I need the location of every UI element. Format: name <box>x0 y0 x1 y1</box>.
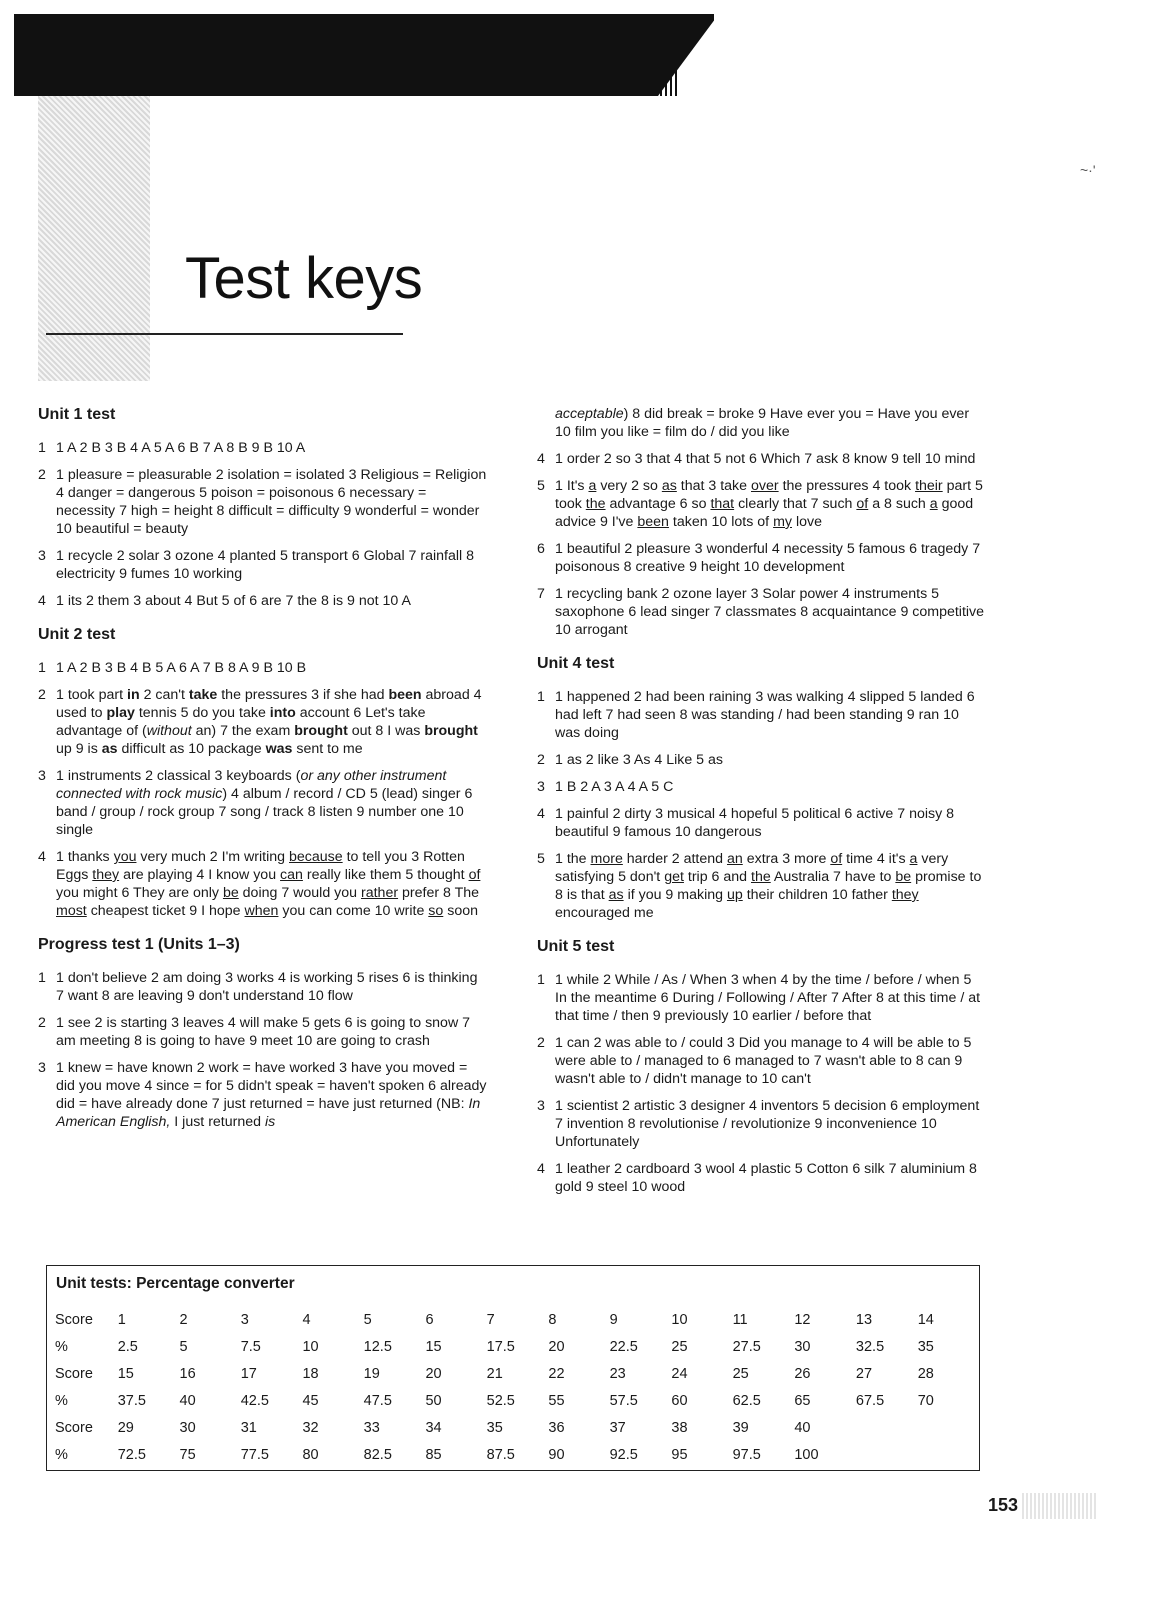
progress1-q7: 7 1 recycling bank 2 ozone layer 3 Solar power 4 instruments 5 saxophone 6 lead singer 7 classmates 8 acquaintance 9 competitive 10 arrogant <box>537 585 987 639</box>
unit4-q1: 1 1 happened 2 had been raining 3 was walking 4 slipped 5 landed 6 had left 7 had seen 8 was standing / had been standing 9 ran 10 was doing <box>537 688 987 742</box>
unit5-q2: 2 1 can 2 was able to / could 3 Did you manage to 4 will be able to 5 were able to / managed to 6 managed to 7 wasn't able to 8 can 9 wasn't able to / didn't manage to 10 can't <box>537 1034 987 1088</box>
answer-text: 1 as 2 like 3 As 4 Like 5 as <box>555 752 723 768</box>
row-label: Score <box>55 1311 93 1328</box>
unit1-q3 <box>38 547 488 583</box>
progress1-q6: 6 1 beautiful 2 pleasure 3 wonderful 4 necessity 5 famous 6 tragedy 7 poisonous 8 creative 9 height 10 development <box>537 540 987 576</box>
answer-text: 1 instruments 2 classical 3 keyboards (or any other instrument connected with rock music) 4 album / record / CD 5 (lead) singer 6 band / group / rock group 7 song / track 8 listen 9 number one 10 single <box>56 768 473 838</box>
answer-text: 1 scientist 2 artistic 3 designer 4 inventors 5 decision 6 employment 7 invention 8 revolutionise / revolutionize 9 inconvenience 10 Unfortunately <box>555 1098 980 1150</box>
table-cell: 60 <box>671 1392 688 1409</box>
answer-text: 1 can 2 was able to / could 3 Did you manage to 4 will be able to 5 were able to / managed to 6 managed to 7 wasn't able to 8 can 9 wasn't able to / didn't manage to 10 can't <box>555 1035 972 1087</box>
header-scan-noise <box>600 70 680 96</box>
table-cell: 42.5 <box>240 1392 269 1409</box>
row-label: Score <box>55 1419 93 1436</box>
table-cell: 77.5 <box>240 1446 269 1463</box>
table-cell: 17.5 <box>486 1338 515 1355</box>
unit4-q4: 4 1 painful 2 dirty 3 musical 4 hopeful 5 political 6 active 7 noisy 8 beautiful 9 famous 10 dangerous <box>537 805 987 841</box>
table-cell: 50 <box>425 1392 442 1409</box>
unit1-q4 <box>38 592 488 610</box>
answer-text: 1 knew = have known 2 work = have worked 3 have you moved = did you move 4 since = for 5 didn't speak = haven't spoken 6 already did = have already done 7 just returned = have just returned (NB: In American English, I just returned is <box>56 1060 487 1130</box>
table-cell: 19 <box>363 1365 380 1382</box>
table-cell <box>856 1441 918 1468</box>
answer-text: 1 happened 2 had been raining 3 was walking 4 slipped 5 landed 6 had left 7 had seen 8 was standing / had been standing 9 ran 10 was doing <box>555 689 975 741</box>
table-cell <box>918 1441 979 1468</box>
answer-text: 1 the more harder 2 attend an extra 3 more of time 4 it's a very satisfying 5 don't get trip 6 and the Australia 7 have to be promise to 8 is that as if you 9 making up their children 10 father they encouraged me <box>555 851 982 921</box>
table-cell: 47.5 <box>363 1392 392 1409</box>
unit2-q1: 1 1 A 2 B 3 B 4 B 5 A 6 A 7 B 8 A 9 B 10 B <box>38 659 488 677</box>
table-cell: 12 <box>794 1311 811 1328</box>
table-row <box>55 1387 979 1414</box>
table-cell: 80 <box>302 1446 319 1463</box>
table-cell: 10 <box>671 1311 688 1328</box>
table-cell: 75 <box>179 1446 196 1463</box>
table-cell: 40 <box>794 1419 811 1436</box>
table-row <box>55 1333 979 1360</box>
table-cell: 33 <box>363 1419 380 1436</box>
unit2-q3: 3 1 instruments 2 classical 3 keyboards (or any other instrument connected with rock music) 4 album / record / CD 5 (lead) singer 6 band / group / rock group 7 song / track 8 listen 9 number one 10 single <box>38 767 488 839</box>
page-title: Test keys <box>185 246 423 311</box>
table-cell: 36 <box>548 1419 565 1436</box>
table-cell: 95 <box>671 1446 688 1463</box>
percentage-converter <box>46 1265 980 1471</box>
unit4-q2: 2 1 as 2 like 3 As 4 Like 5 as <box>537 751 987 769</box>
unit5-q3: 3 1 scientist 2 artistic 3 designer 4 inventors 5 decision 6 employment 7 invention 8 revolutionise / revolutionize 9 inconvenience 10 Unfortunately <box>537 1097 987 1151</box>
table-cell: 29 <box>117 1419 134 1436</box>
table-cell: 7.5 <box>240 1338 261 1355</box>
row-label: Score <box>55 1365 93 1382</box>
table-row <box>55 1360 979 1387</box>
table-cell: 3 <box>240 1311 249 1328</box>
table-cell: 1 <box>117 1311 126 1328</box>
unit1-q2 <box>38 466 488 538</box>
progress1-q1: 1 1 don't believe 2 am doing 3 works 4 is working 5 rises 6 is thinking 7 want 8 are leaving 9 don't understand 10 flow <box>38 969 488 1005</box>
table-cell: 35 <box>486 1419 503 1436</box>
table-cell: 15 <box>117 1365 134 1382</box>
progress1-q4: 4 1 order 2 so 3 that 4 that 5 not 6 Which 7 ask 8 know 9 tell 10 mind <box>537 450 987 468</box>
table-cell: 34 <box>425 1419 442 1436</box>
table-cell: 20 <box>548 1338 565 1355</box>
table-cell: 9 <box>609 1311 618 1328</box>
table-cell: 32.5 <box>855 1338 885 1355</box>
table-cell: 2 <box>179 1311 188 1328</box>
table-cell: 23 <box>609 1365 626 1382</box>
progress1-q3-continued: acceptable) 8 did break = broke 9 Have ever you = Have you ever 10 film you like = film do / did you like <box>555 406 970 440</box>
table-cell: 8 <box>548 1311 557 1328</box>
progress1-q5: 5 1 It's a very 2 so as that 3 take over the pressures 4 took their part 5 took the advantage 6 so that clearly that 7 such of a 8 such a good advice 9 I've been taken 10 lots of my love <box>537 477 987 531</box>
table-cell: 72.5 <box>117 1446 146 1463</box>
table-cell: 32 <box>302 1419 319 1436</box>
section-heading-progress1: Progress test 1 (Units 1–3) <box>38 936 240 953</box>
table-cell: 55 <box>548 1392 565 1409</box>
answer-text: 1 took part in 2 can't take the pressures 3 if she had been abroad 4 used to play tennis 5 do you take into account 6 Let's take advantage of (without an) 7 the exam brought out 8 I was brought up 9 is as difficult as 10 package was sent to me <box>56 687 482 757</box>
table-cell: 27 <box>855 1365 873 1382</box>
unit4-q3: 3 1 B 2 A 3 A 4 A 5 C <box>537 778 987 796</box>
table-cell: 4 <box>302 1311 311 1328</box>
table-cell: 97.5 <box>732 1446 761 1463</box>
table-cell: 12.5 <box>363 1338 392 1355</box>
table-cell: 10 <box>302 1338 319 1355</box>
answer-text: 1 leather 2 cardboard 3 wool 4 plastic 5 Cotton 6 silk 7 aluminium 8 gold 9 steel 10 wood <box>555 1161 977 1195</box>
table-cell: 11 <box>732 1311 748 1328</box>
table-cell: 82.5 <box>363 1446 392 1463</box>
answer-text: 1 see 2 is starting 3 leaves 4 will make 5 gets 6 is going to snow 7 am meeting 8 is going to have 9 meet 10 are going to crash <box>56 1015 471 1049</box>
progress1-q3: 3 1 knew = have known 2 work = have worked 3 have you moved = did you move 4 since = for 5 didn't speak = haven't spoken 6 already did = have already done 7 just returned = have just returned (NB: In American English, I just returned is <box>38 1060 487 1130</box>
question-number: 2 <box>38 467 46 483</box>
answer-text: 1 beautiful 2 pleasure 3 wonderful 4 necessity 5 famous 6 tragedy 7 poisonous 8 creative 9 height 10 development <box>555 541 981 575</box>
table-cell: 24 <box>671 1365 688 1382</box>
table-cell: 27.5 <box>732 1338 761 1355</box>
answer-text: 1 pleasure = pleasurable 2 isolation = isolated 3 Religious = Religion 4 danger = dangerous 5 poison = poisonous 6 necessary = necessity 7 high = height 8 difficult = difficulty 9 wonderful = wonder 10 beautiful = beauty <box>56 467 487 537</box>
unit2-q4: 4 1 thanks you very much 2 I'm writing because to tell you 3 Rotten Eggs they are playing 4 I know you can really like them 5 thought of you might 6 They are only be doing 7 would you rather prefer 8 The most cheapest ticket 9 I hope when you can come 10 write so soon <box>38 848 488 920</box>
row-label: % <box>55 1392 68 1409</box>
title-rule <box>46 333 403 335</box>
section-heading-unit2: Unit 2 test <box>38 626 116 643</box>
question-number: 4 <box>38 593 46 609</box>
answer-text: 1 A 2 B 3 B 4 A 5 A 6 B 7 A 8 B 9 B 10 A <box>56 440 306 456</box>
progress1-q2: 2 1 see 2 is starting 3 leaves 4 will make 5 gets 6 is going to snow 7 am meeting 8 is going to have 9 meet 10 are going to crash <box>38 1014 488 1050</box>
answer-text: 1 recycle 2 solar 3 ozone 4 planted 5 transport 6 Global 7 rainfall 8 electricity 9 fumes 10 working <box>56 548 474 582</box>
table-cell <box>856 1414 918 1441</box>
table-cell: 38 <box>671 1419 688 1436</box>
side-gray-band <box>38 96 150 381</box>
answer-text: 1 painful 2 dirty 3 musical 4 hopeful 5 political 6 active 7 noisy 8 beautiful 9 famous 10 dangerous <box>555 806 955 840</box>
converter-table <box>55 1306 979 1468</box>
table-cell: 45 <box>302 1392 319 1409</box>
table-cell: 30 <box>179 1419 196 1436</box>
right-column <box>537 405 987 1205</box>
table-cell: 100 <box>794 1446 819 1463</box>
table-row <box>55 1414 979 1441</box>
table-cell: 39 <box>732 1419 749 1436</box>
section-heading-unit5: Unit 5 test <box>537 938 615 955</box>
answer-text: 1 thanks you very much 2 I'm writing because to tell you 3 Rotten Eggs they are playing 4 I know you can really like them 5 thought of you might 6 They are only be doing 7 would you rather prefer 8 The most cheapest ticket 9 I hope when you can come 10 write so soon <box>56 849 481 919</box>
page-corner-shade <box>1022 1493 1098 1519</box>
section-heading-unit4: Unit 4 test <box>537 655 615 672</box>
table-cell: 37 <box>609 1419 626 1436</box>
answer-text: 1 A 2 B 3 B 4 B 5 A 6 A 7 B 8 A 9 B 10 B <box>56 660 307 676</box>
table-cell: 16 <box>179 1365 196 1382</box>
table-row <box>55 1306 979 1333</box>
table-cell: 2.5 <box>117 1338 138 1355</box>
table-cell: 20 <box>425 1365 442 1382</box>
answer-text: 1 It's a very 2 so as that 3 take over the pressures 4 took their part 5 took the advantage 6 so that clearly that 7 such of a 8 such a good advice 9 I've been taken 10 lots of my love <box>555 478 983 530</box>
table-cell: 18 <box>302 1365 319 1382</box>
table-cell: 65 <box>794 1392 811 1409</box>
table-cell: 40 <box>179 1392 196 1409</box>
corner-mark: ~·' <box>1080 162 1096 178</box>
question-number: 3 <box>38 548 46 564</box>
answer-text: 1 recycling bank 2 ozone layer 3 Solar power 4 instruments 5 saxophone 6 lead singer 7 classmates 8 acquaintance 9 competitive 10 arrogant <box>555 586 985 638</box>
answer-text: 1 order 2 so 3 that 4 that 5 not 6 Which 7 ask 8 know 9 tell 10 mind <box>555 451 976 467</box>
row-label: % <box>55 1446 68 1463</box>
unit4-q5: 5 1 the more harder 2 attend an extra 3 more of time 4 it's a very satisfying 5 don't get trip 6 and the Australia 7 have to be promise to 8 is that as if you 9 making up their children 10 father they encouraged me <box>537 850 987 922</box>
table-cell: 30 <box>794 1338 811 1355</box>
table-cell <box>918 1414 979 1441</box>
table-cell: 31 <box>240 1419 257 1436</box>
row-label: % <box>55 1338 68 1355</box>
table-cell: 21 <box>486 1365 503 1382</box>
section-heading-unit1: Unit 1 test <box>38 406 116 423</box>
table-cell: 70 <box>917 1392 934 1409</box>
unit1-q1 <box>38 439 488 457</box>
answer-text: 1 its 2 them 3 about 4 But 5 of 6 are 7 the 8 is 9 not 10 A <box>56 593 411 609</box>
table-cell: 13 <box>855 1311 873 1328</box>
table-cell: 67.5 <box>855 1392 885 1409</box>
answer-text: 1 while 2 While / As / When 3 when 4 by the time / before / when 5 In the meantime 6 During / Following / After 7 After 8 at this time / at that time / then 9 previously 10 earlier / before that <box>555 972 981 1024</box>
table-cell: 6 <box>425 1311 434 1328</box>
question-number: 1 <box>38 440 46 456</box>
unit2-q2: 2 1 took part in 2 can't take the pressures 3 if she had been abroad 4 used to play tennis 5 do you take into account 6 Let's take advantage of (without an) 7 the exam brought out 8 I was brought up 9 is as difficult as 10 package was sent to me <box>38 686 488 758</box>
table-cell: 87.5 <box>486 1446 515 1463</box>
page-number: 153 <box>988 1495 1019 1515</box>
answer-text: 1 B 2 A 3 A 4 A 5 C <box>555 779 674 795</box>
table-cell: 57.5 <box>609 1392 638 1409</box>
table-cell: 25 <box>732 1365 749 1382</box>
unit5-q4: 4 1 leather 2 cardboard 3 wool 4 plastic 5 Cotton 6 silk 7 aluminium 8 gold 9 steel 10 wood <box>537 1160 987 1196</box>
table-cell: 92.5 <box>609 1446 638 1463</box>
table-cell: 15 <box>425 1338 442 1355</box>
table-cell: 37.5 <box>117 1392 146 1409</box>
table-cell: 35 <box>917 1338 934 1355</box>
table-cell: 85 <box>425 1446 442 1463</box>
table-cell: 90 <box>548 1446 565 1463</box>
table-cell: 14 <box>917 1311 934 1328</box>
table-row <box>55 1441 979 1468</box>
table-cell: 5 <box>363 1311 372 1328</box>
table-cell: 22.5 <box>609 1338 638 1355</box>
table-cell: 22 <box>548 1365 565 1382</box>
table-cell: 52.5 <box>486 1392 515 1409</box>
table-cell: 17 <box>240 1365 257 1382</box>
table-cell: 7 <box>486 1311 495 1328</box>
left-column <box>38 405 488 1140</box>
converter-title: Unit tests: Percentage converter <box>56 1275 295 1292</box>
table-cell: 28 <box>917 1365 934 1382</box>
table-cell: 5 <box>179 1338 188 1355</box>
table-cell: 26 <box>794 1365 811 1382</box>
answer-text: 1 don't believe 2 am doing 3 works 4 is working 5 rises 6 is thinking 7 want 8 are leaving 9 don't understand 10 flow <box>56 970 478 1004</box>
table-cell: 62.5 <box>732 1392 761 1409</box>
table-cell: 25 <box>671 1338 688 1355</box>
unit5-q1: 1 1 while 2 While / As / When 3 when 4 by the time / before / when 5 In the meantime 6 During / Following / After 7 After 8 at this time / at that time / then 9 previously 10 earlier / before that <box>537 971 987 1025</box>
